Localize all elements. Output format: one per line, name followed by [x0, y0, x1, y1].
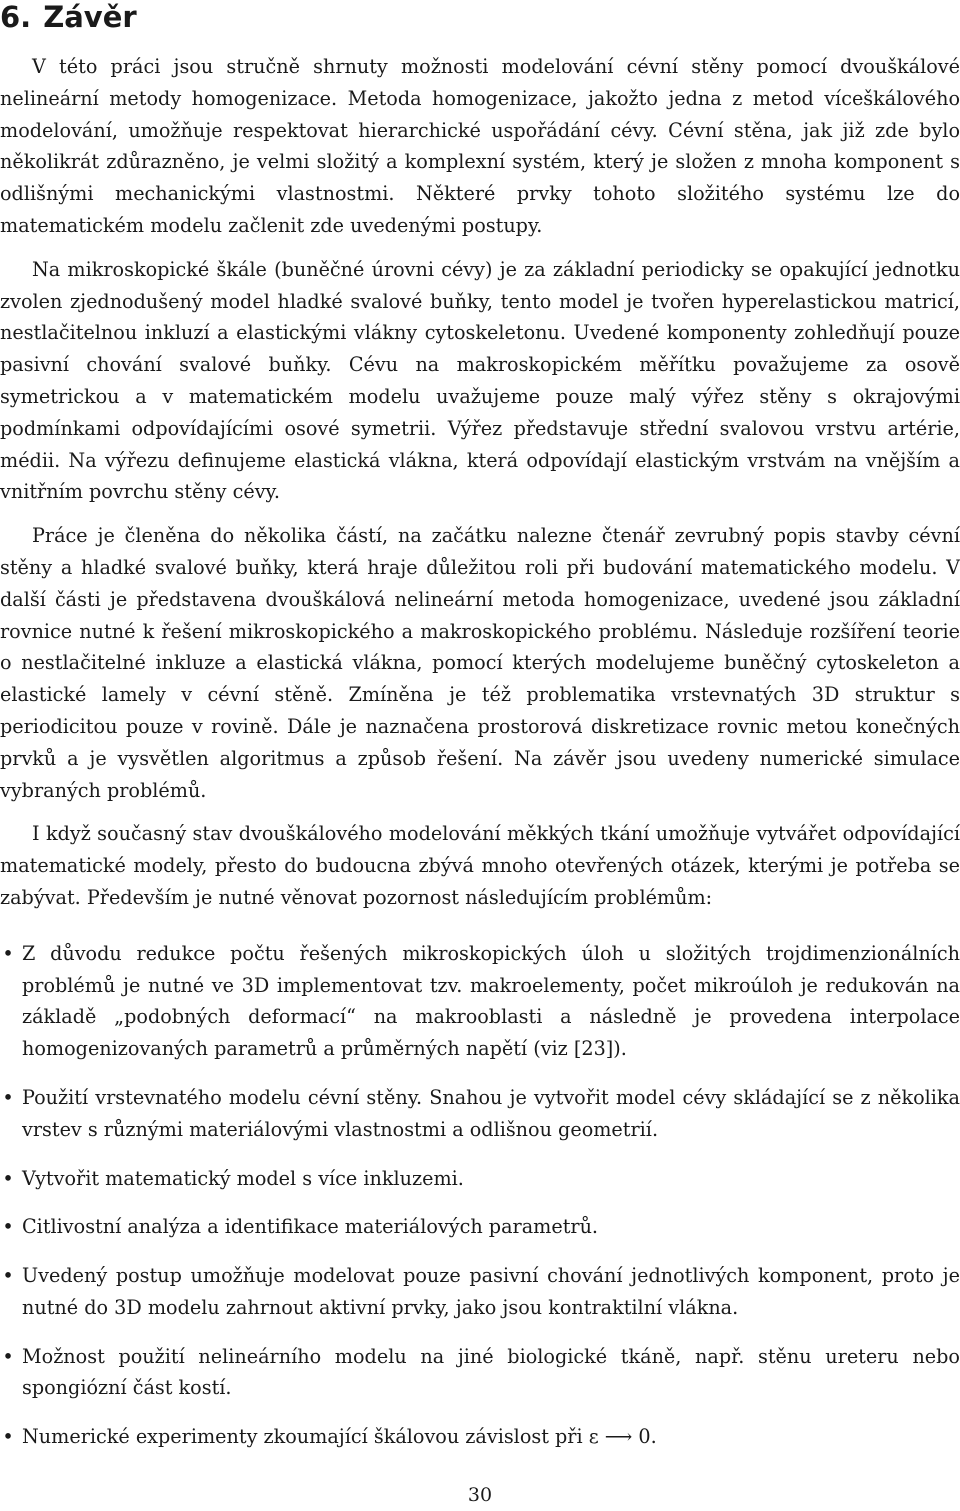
paragraph-summary: V této práci jsou stručně shrnuty možnosti modelování cévní stěny pomocí dvouškálové nelineární metody homogenizace. Metoda homogenizace, jakožto jedna z metod víceškálového modelování, umožňuje respektovat hierarchické uspořádání cévy. Cévní stěna, jak již zde bylo několikrát zdůrazněno, je velmi složitý a komplexní systém, který je složen z mnoha komponent s odlišnými mechanickými vlastnostmi. Některé prvky tohoto složitého systému lze do matematickém modelu začlenit zde uvedenými postupy. — [0, 55, 960, 237]
section-title: Závěr — [43, 0, 137, 34]
list-item — [0, 938, 960, 1065]
paragraph-model-description: Na mikroskopické škále (buněčné úrovni cévy) je za základní periodicky se opakující jednotku zvolen zjednodušený model hladké svalové buňky, tento model je tvořen hyperelastickou matricí, nestlačitelnou inkluzí a elastickými vlákny cytoskeletonu. Uvedené komponenty zohledňují pouze pasivní chování svalové buňky. Cévu na makroskopickém měřítku považujeme za osově symetrickou a v matematickém modelu uvažujeme pouze malý výřez stěny s okrajovými podmínkami odpovídajícími osové symetrii. Výřez představuje střední svalovou vrstvu artérie, médii. Na výřezu definujeme elastická vlákna, která odpovídají elastickým vrstvám na vnějším a vnitřním povrchu stěny cévy. — [0, 257, 960, 504]
list-item — [0, 1421, 960, 1453]
list-item — [0, 1260, 960, 1324]
section-heading — [0, 0, 137, 34]
page-number: 30 — [467, 1484, 493, 1506]
list-item — [0, 1341, 960, 1405]
bullet-icon: • — [2, 1085, 14, 1109]
bullet-icon: • — [2, 1215, 14, 1239]
open-problems-list — [0, 938, 960, 1453]
bullet-icon: • — [2, 1344, 14, 1368]
bullet-icon: • — [2, 941, 14, 965]
section-number: 6. — [0, 0, 32, 34]
list-item — [0, 1163, 960, 1195]
list-item-text: Citlivostní analýza a identifikace materiálových parametrů. — [22, 1215, 599, 1239]
list-item-text: Numerické experimenty zkoumající škálovou závislost při ε ⟶ 0. — [22, 1425, 657, 1449]
list-item-text: Uvedený postup umožňuje modelovat pouze pasivní chování jednotlivých komponent, proto je nutné do 3D modelu zahrnout aktivní prvky, jako jsou kontraktilní vlákna. — [22, 1264, 960, 1319]
bullet-icon: • — [2, 1264, 14, 1288]
paragraph-open-questions: I když současný stav dvouškálového modelování měkkých tkání umožňuje vytvářet odpovídající matematické modely, přesto do budoucna zbývá mnoho otevřených otázek, kterými je potřeba se zabývat. Především je nutné věnovat pozornost následujícím problémům: — [0, 822, 960, 909]
bullet-icon: • — [2, 1166, 14, 1190]
list-item-text: Použití vrstevnatého modelu cévní stěny. Snahou je vytvořit model cévy skládající se z několika vrstev s různými materiálovými vlastnostmi a odlišnou geometrií. — [22, 1085, 960, 1141]
list-item-text: Z důvodu redukce počtu řešených mikroskopických úloh u složitých trojdimenzionálních problémů je nutné ve 3D implementovat tzv. makroelementy, počet mikroúloh je redukován na základě „podobných deformací“ na makrooblasti a následně je provedena interpolace homogenizovaných parametrů a průměrných napětí (viz [23]). — [22, 941, 960, 1061]
list-item — [0, 1082, 960, 1146]
list-item-text: Možnost použití nelineárního modelu na jiné biologické tkáně, např. stěnu ureteru nebo spongiózní část kostí. — [22, 1344, 960, 1400]
section-body — [0, 51, 960, 1470]
bullet-icon: • — [2, 1425, 14, 1449]
list-item — [0, 1211, 960, 1243]
list-item-text: Vytvořit matematický model s více inkluzemi. — [22, 1166, 464, 1190]
paragraph-thesis-structure: Práce je členěna do několika částí, na začátku nalezne čtenář zevrubný popis stavby cévní stěny a hladké svalové buňky, která hraje důležitou roli při budování matematického modelu. V další části je představena dvouškálová nelineární metoda homogenizace, uvedené jsou základní rovnice nutné k řešení mikroskopického a makroskopického problému. Následuje rozšíření teorie o nestlačitelné inkluze a elastická vlákna, pomocí kterých modelujeme buněčný cytoskeleton a elastické lamely v cévní stěně. Zmíněna je též problematika vrstevnatých 3D struktur s periodicitou pouze v rovině. Dále je naznačena prostorová diskretizace rovnic metou konečných prvků a je vysvětlen algoritmus a způsob řešení. Na závěr jsou uvedeny numerické simulace vybraných problémů. — [0, 524, 960, 802]
